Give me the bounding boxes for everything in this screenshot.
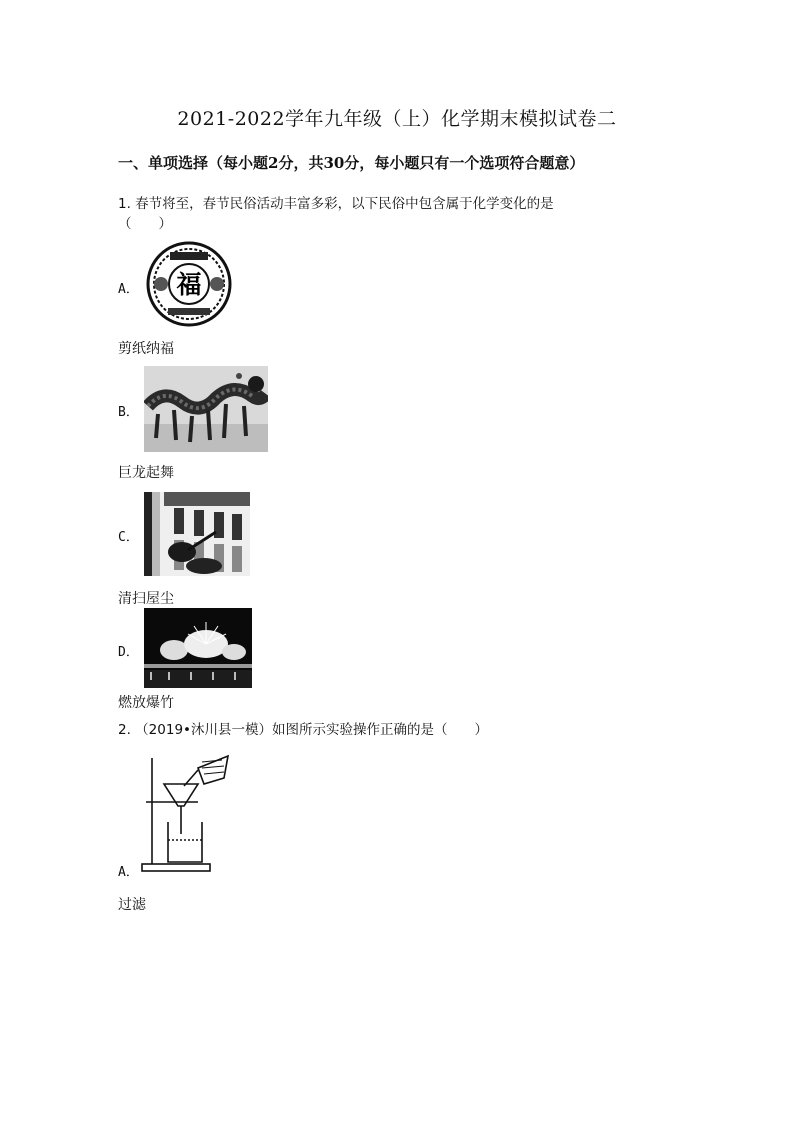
section-heading: 一、单项选择（每小题2分，共30分，每小题只有一个选项符合题意） bbox=[118, 154, 585, 172]
question-2-stem: 2. （2019•沐川县一模）如图所示实验操作正确的是（ ） bbox=[118, 722, 488, 738]
question-1-blank: （ ） bbox=[118, 216, 172, 232]
q1-option-c-caption: 清扫屋尘 bbox=[118, 591, 174, 607]
dragon-dance-icon bbox=[144, 366, 268, 452]
fireworks-icon bbox=[144, 608, 252, 688]
sweeping-house-icon bbox=[144, 492, 250, 576]
filtration-apparatus-icon bbox=[140, 750, 232, 874]
q1-option-b-letter: B． bbox=[118, 405, 139, 420]
question-1-stem: 1. 春节将至，春节民俗活动丰富多彩，以下民俗中包含属于化学变化的是 bbox=[118, 196, 554, 212]
paper-cut-character: 福 bbox=[176, 270, 202, 299]
q1-option-d-caption: 燃放爆竹 bbox=[118, 695, 174, 711]
paper-cut-fu-icon bbox=[146, 240, 232, 328]
q1-option-d-letter: D． bbox=[118, 645, 139, 660]
q1-option-c-letter: C． bbox=[118, 530, 139, 545]
q1-option-a-caption: 剪纸纳福 bbox=[118, 341, 174, 357]
page-title: 2021-2022学年九年级（上）化学期末模拟试卷二 bbox=[177, 108, 617, 130]
q1-option-b-caption: 巨龙起舞 bbox=[118, 465, 174, 481]
q2-option-a-letter: A． bbox=[118, 865, 139, 880]
q2-option-a-caption: 过滤 bbox=[118, 897, 146, 913]
q1-option-a-letter: A． bbox=[118, 282, 139, 297]
